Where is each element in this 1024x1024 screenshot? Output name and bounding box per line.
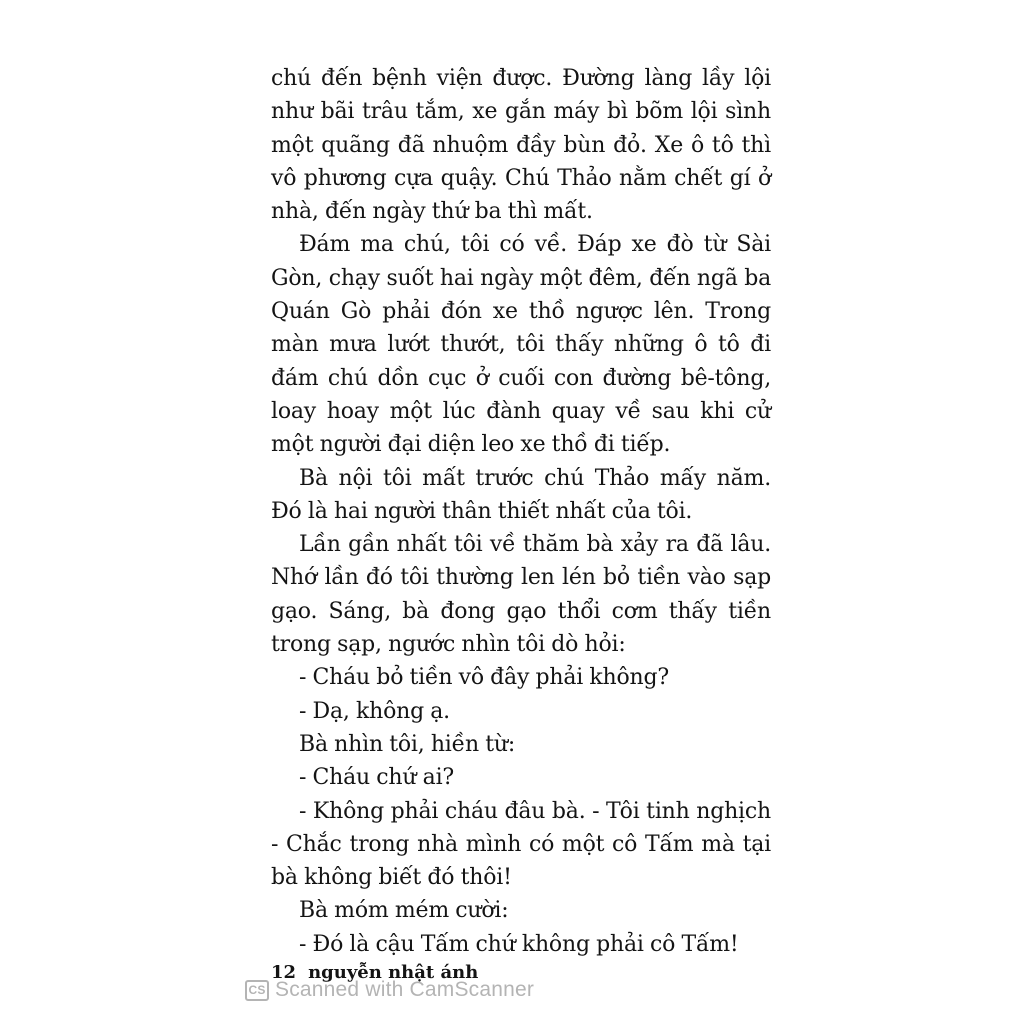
dialogue-line-3: - Cháu chứ ai? xyxy=(299,765,455,791)
dialogue-line-4: - Không phải cháu đâu bà. - Tôi tinh nghịch - Chắc trong nhà mình có một cô Tấm mà tại bà không biết đó thôi! xyxy=(271,798,771,891)
scanner-watermark xyxy=(245,978,534,1002)
dialogue-line-5: - Đó là cậu Tấm chứ không phải cô Tấm! xyxy=(299,931,739,957)
paragraph-1: chú đến bệnh viện được. Đường làng lầy lội như bãi trâu tắm, xe gắn máy bì bõm lội sình một quãng đã nhuộm đầy bùn đỏ. Xe ô tô thì vô phương cựa quậy. Chú Thảo nằm chết gí ở nhà, đến ngày thứ ba thì mất. xyxy=(271,66,771,225)
body-text xyxy=(271,62,771,961)
dialogue-line-1: - Cháu bỏ tiền vô đây phải không? xyxy=(299,665,669,691)
page-number: 12 xyxy=(271,962,297,983)
paragraph-2: Đám ma chú, tôi có về. Đáp xe đò từ Sài Gòn, chạy suốt hai ngày một đêm, đến ngã ba Quán Gò phải đón xe thồ ngược lên. Trong màn mưa lướt thướt, tôi thấy những ô tô đi đám chú dồn cục ở cuối con đường bê-tông, loay hoay một lúc đành quay về sau khi cử một người đại diện leo xe thồ đi tiếp. xyxy=(271,232,771,458)
watermark-text: Scanned with CamScanner xyxy=(275,978,535,1001)
camscanner-logo-icon: CS xyxy=(245,980,269,1001)
narration-line: Bà nhìn tôi, hiền từ: xyxy=(299,731,516,757)
running-author: nguyễn nhật ánh xyxy=(308,962,479,983)
paragraph-4: Lần gần nhất tôi về thăm bà xảy ra đã lâu. Nhớ lần đó tôi thường len lén bỏ tiền vào sạp gạo. Sáng, bà đong gạo thổi cơm thấy tiền trong sạp, ngước nhìn tôi dò hỏi: xyxy=(271,532,771,658)
narration-line-2: Bà móm mém cười: xyxy=(299,898,509,924)
dialogue-line-2: - Dạ, không ạ. xyxy=(299,698,450,724)
paragraph-3: Bà nội tôi mất trước chú Thảo mấy năm. Đó là hai người thân thiết nhất của tôi. xyxy=(271,465,771,524)
